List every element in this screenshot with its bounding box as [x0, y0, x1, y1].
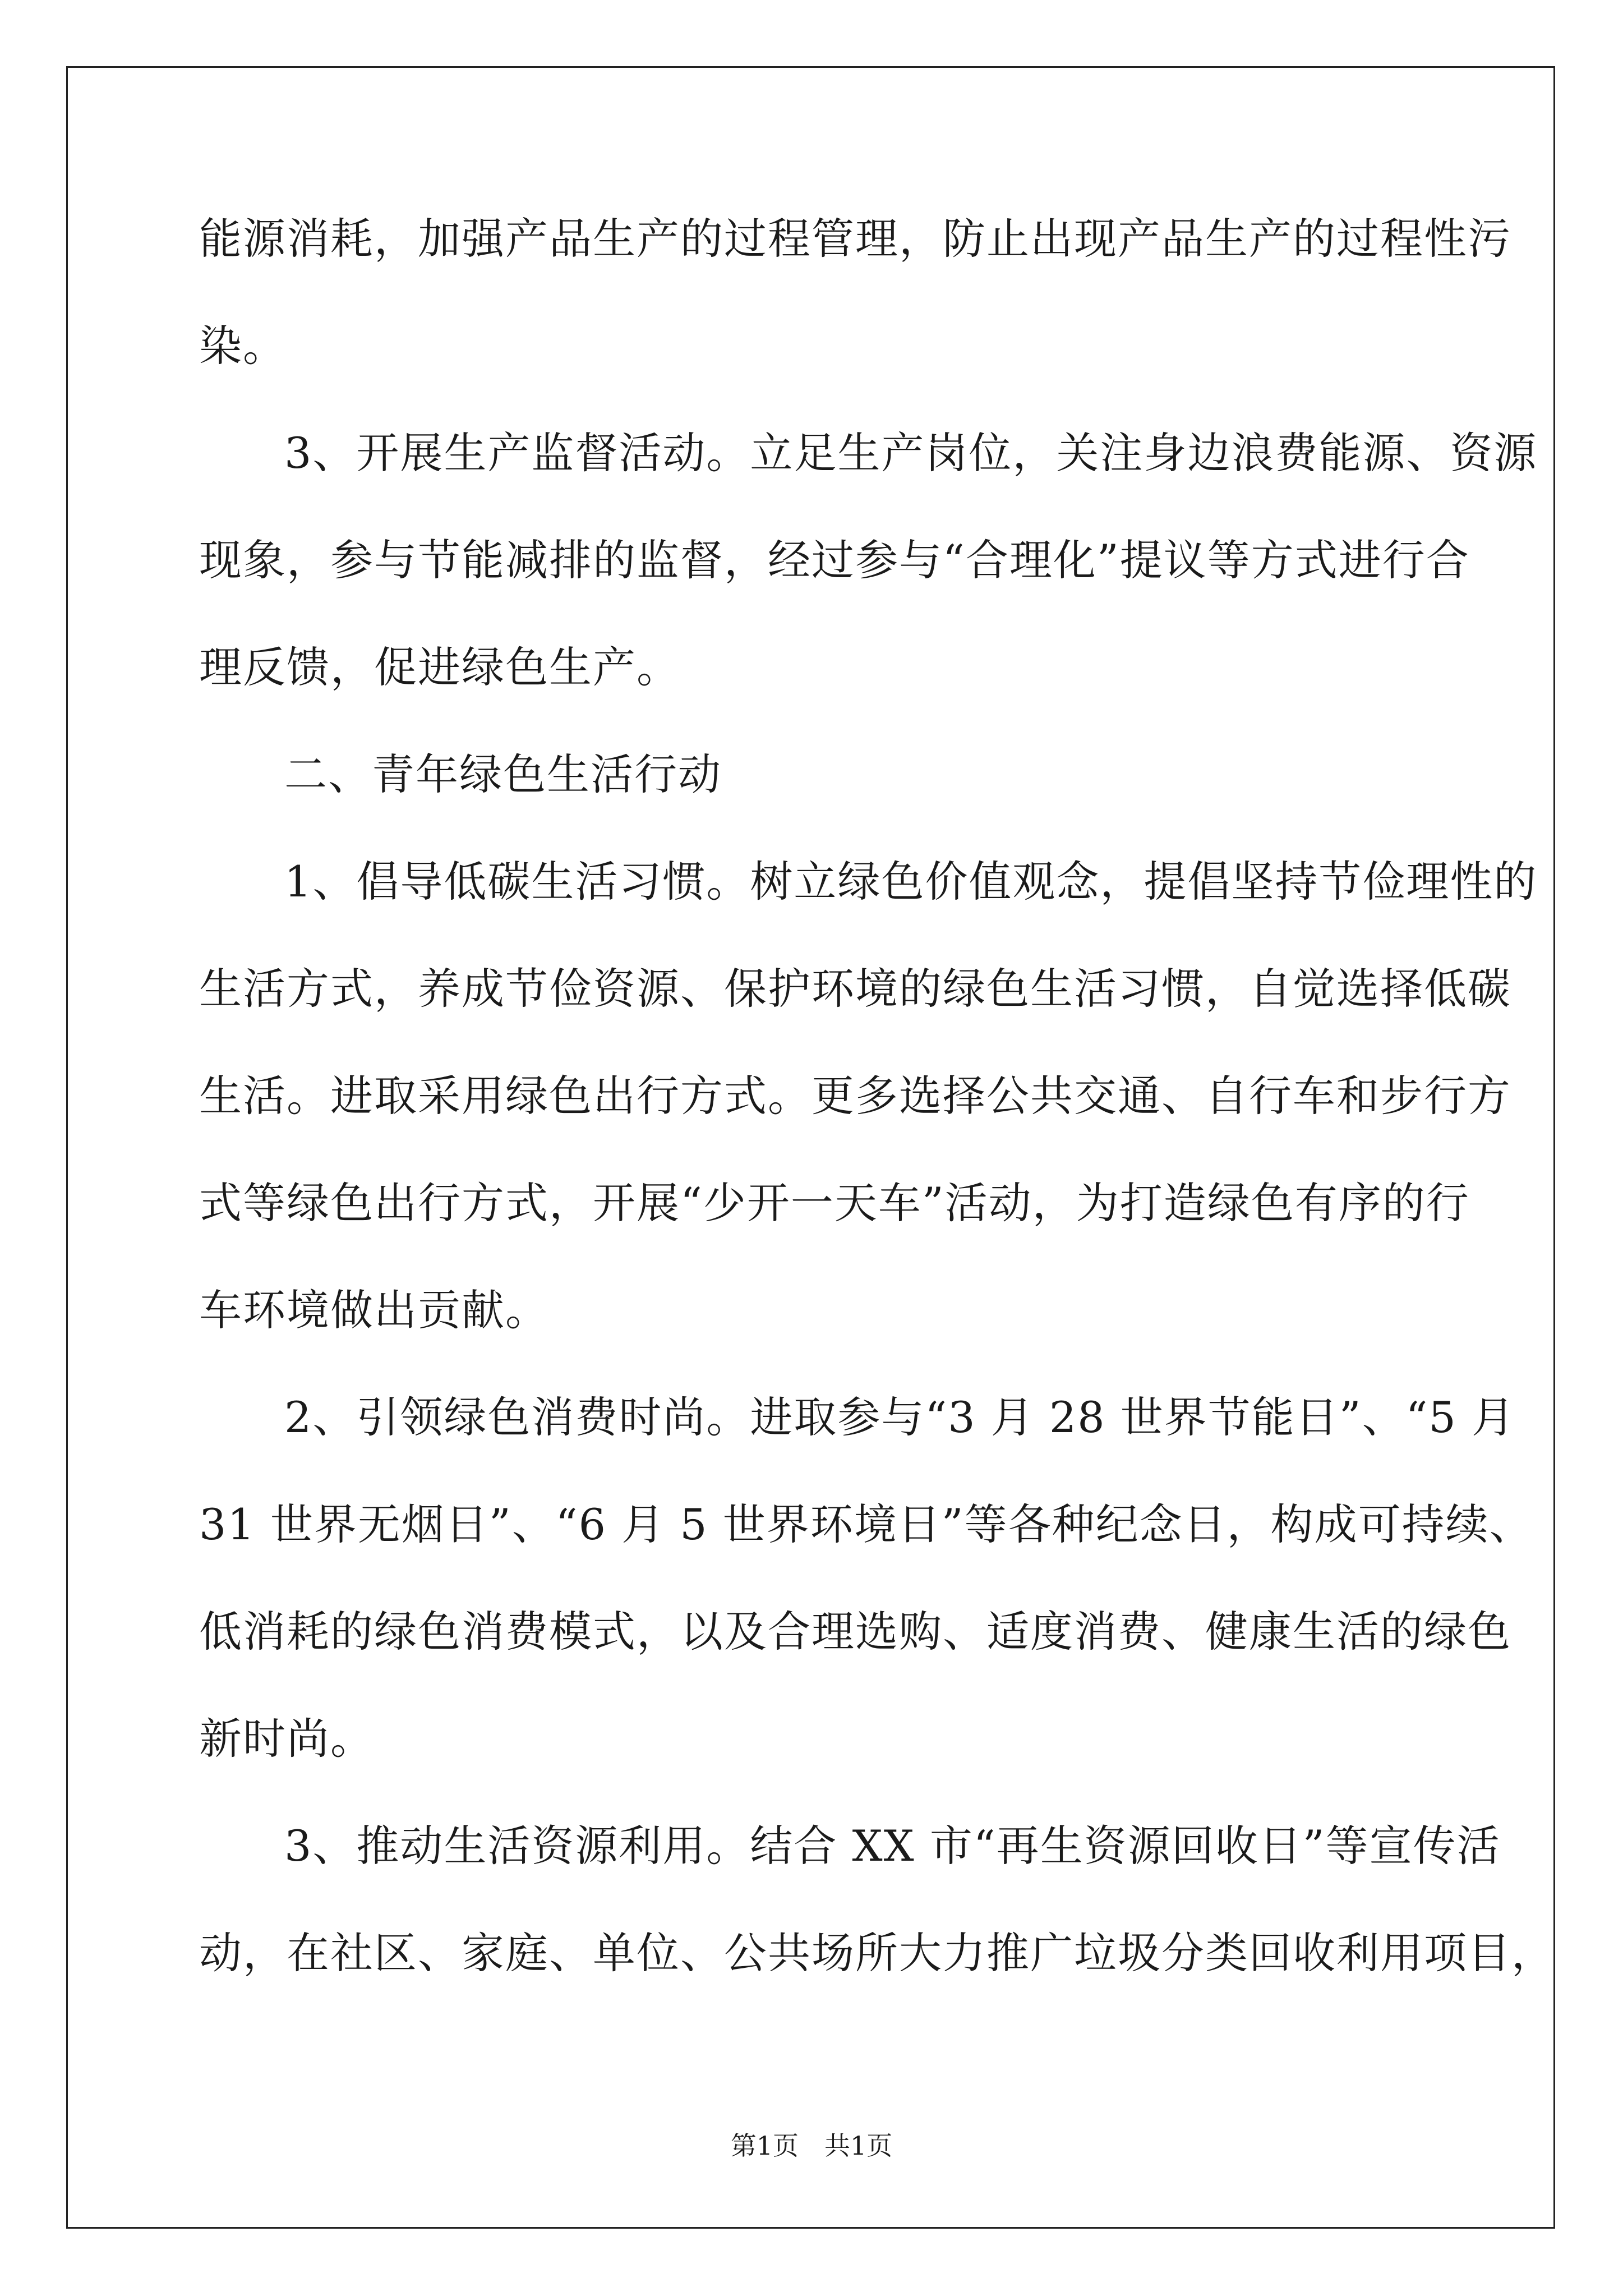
text-line: 染。: [199, 321, 287, 371]
text-line: 2、引领绿色消费时尚。进取参与“3 月 28 世界节能日”、“5 月: [284, 1392, 1515, 1442]
page-number: 第1页: [730, 2131, 799, 2161]
text-line: 生活方式，养成节俭资源、保护环境的绿色生活习惯，自觉选择低碳: [199, 964, 1511, 1014]
text-line: 31 世界无烟日”、“6 月 5 世界环境日”等各种纪念日，构成可持续、: [199, 1499, 1533, 1549]
text-line: 现象，参与节能减排的监督，经过参与“合理化”提议等方式进行合: [199, 535, 1470, 585]
text-line: 理反馈，促进绿色生产。: [199, 642, 680, 692]
document-body: [199, 185, 1555, 2007]
text-line: 低消耗的绿色消费模式，以及合理选购、适度消费、健康生活的绿色: [199, 1607, 1511, 1657]
section-heading: 二、青年绿色生活行动: [284, 749, 722, 799]
page-footer: [0, 2129, 1623, 2162]
text-line: 1、倡导低碳生活习惯。树立绿色价值观念，提倡坚持节俭理性的: [284, 857, 1538, 907]
text-line: 3、推动生活资源利用。结合 XX 市“再生资源回收日”等宣传活: [284, 1821, 1501, 1871]
text-line: 车环境做出贡献。: [199, 1285, 549, 1335]
text-line: 新时尚。: [199, 1714, 374, 1764]
text-line: 动，在社区、家庭、单位、公共场所大力推广垃圾分类回收利用项目，: [199, 1928, 1555, 1978]
text-line: 能源消耗，加强产品生产的过程管理，防止出现产品生产的过程性污: [199, 214, 1511, 264]
text-line: 式等绿色出行方式，开展“少开一天车”活动，为打造绿色有序的行: [199, 1178, 1470, 1228]
text-line: 生活。进取采用绿色出行方式。更多选择公共交通、自行车和步行方: [199, 1071, 1511, 1121]
text-line: 3、开展生产监督活动。立足生产岗位，关注身边浪费能源、资源: [284, 428, 1538, 478]
page-total: 共1页: [824, 2131, 893, 2161]
